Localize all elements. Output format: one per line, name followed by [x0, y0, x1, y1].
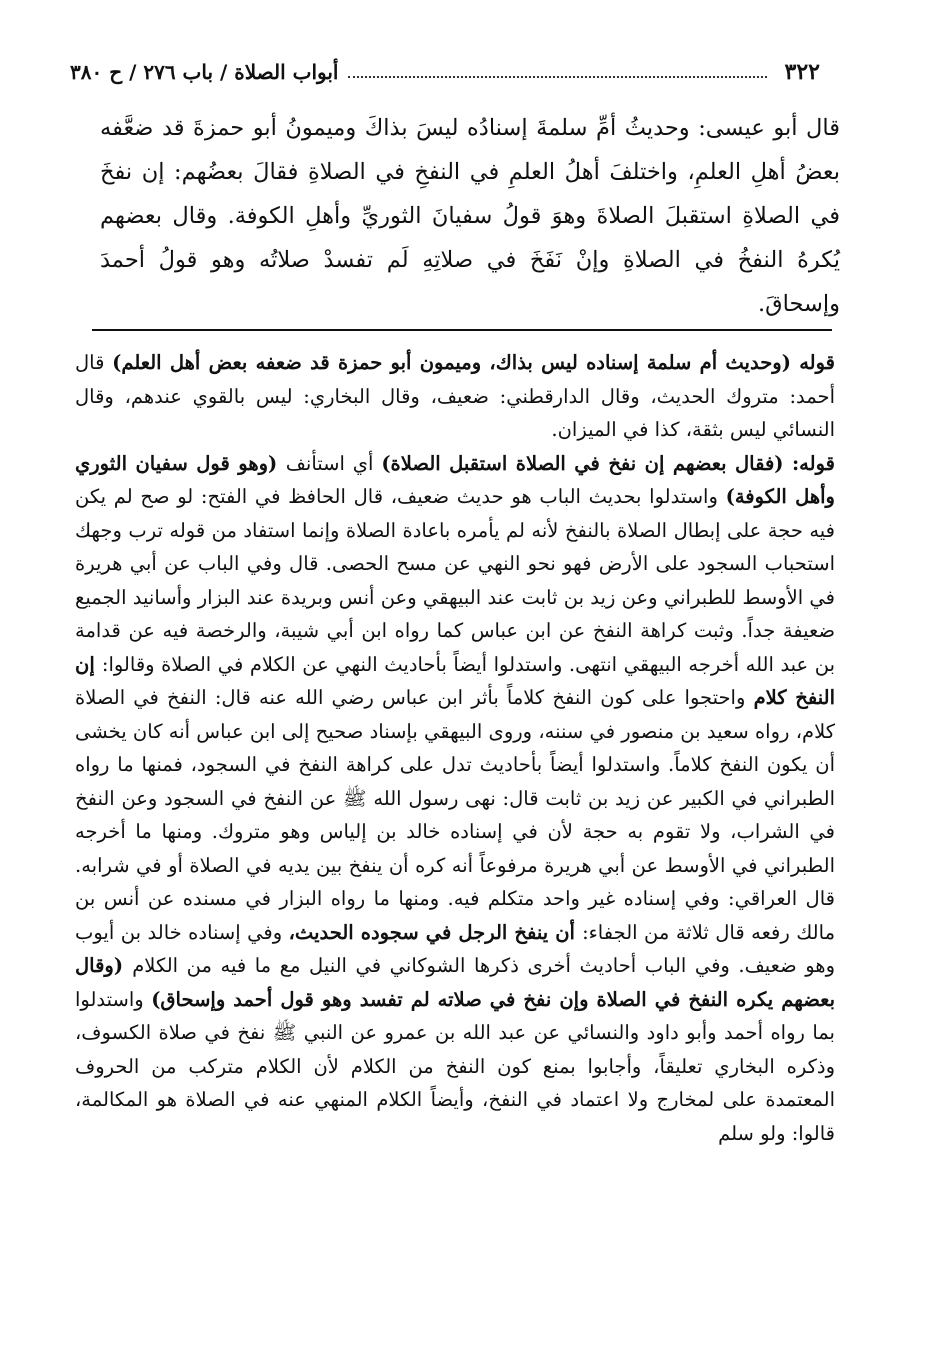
matn-text	[100, 106, 840, 326]
matn-paragraph: قال أبو عيسى: وحديثُ أمِّ سلمةَ إسنادُه ليسَ بذاكَ وميمونُ أبو حمزةَ قد ضعَّفه بعضُ أهلِ العلمِ، واختلفَ أهلُ العلمِ في النفخِ في الصلاةِ فقالَ بعضُهم: إن نفخَ في الصلاةِ استقبلَ الصلاةَ وهوَ قولُ سفيانَ الثوريِّ وأهلِ الكوفة. وقال بعضهم يُكرهُ النفخُ في الصلاةِ وإنْ نَفَخَ في صلاتِهِ لَم تفسدْ صلاتُه وهو قولُ أحمدَ وإسحاقَ.	[100, 115, 840, 317]
emphasis-text: إن النفخ كلام	[75, 652, 835, 709]
commentary-body: واستدلوا بحديث الباب هو حديث ضعيف، قال الحافظ في الفتح: لو صح لم يكن فيه حجة على إبطال الصلاة بالنفخ لأنه لم يأمره باعادة الصلاة وإنما استفاد من قوله ترب وجهك استحباب السجود على الأرض فهو نحو النهي عن مسح الحصى. قال وفي الباب عن أبي هريرة في الأوسط للطبراني وعن زيد بن ثابت عند البيهقي وعن أنس وبريدة عند البزار وأسانيد الجميع ضعيفة جداً. وثبت كراهة النفخ عن ابن عباس كما رواه ابن أبي شيبة، والرخصة فيه عن قدامة بن عبد الله أخرجه البيهقي انتهى. واستدلوا أيضاً بأحاديث النهي عن الكلام في الصلاة وقالوا:	[75, 485, 835, 676]
commentary-body: أي استأنف	[285, 451, 382, 475]
dotted-leader	[348, 76, 766, 78]
commentary-body: قال أحمد: متروك الحديث، وقال الدارقطني: ضعيف، وقال البخاري: ليس بالقوي عندهم، وقال النسائي ليس بثقة، كذا في الميزان.	[75, 351, 835, 441]
quoted-matn: (فقال بعضهم إن نفخ في الصلاة استقبل الصلاة)	[381, 451, 792, 475]
page-header	[70, 52, 820, 92]
qawluhu-label: قوله:	[791, 451, 835, 475]
commentary-paragraph-2	[75, 447, 835, 1151]
commentary-body: واحتجوا على كون النفخ كلاماً بأثر ابن عباس رضي الله عنه قال: النفخ في الصلاة كلام، رواه سعيد بن منصور في سننه، وروى البيهقي بإسناد صحيح إلى ابن عباس أنه كان يخشى أن يكون النفخ كلاماً. واستدلوا أيضاً بأحاديث تدل على كراهة النفخ في السجود، فمنها ما رواه الطبراني في الكبير عن زيد بن ثابت قال: نهى رسول الله ﷺ عن النفخ في السجود وعن النفخ في الشراب، ولا تقوم به حجة لأن في إسناده خالد بن إلياس وهو متروك. ومنها ما أخرجه الطبراني في الأوسط عن أبي هريرة مرفوعاً أنه كره أن ينفخ بين يديه في الصلاة أو في شرابه. قال العراقي: وفي إسناده غير واحد متكلم فيه. ومنها ما رواه البزار في مسنده عن أنس بن مالك رفعه قال ثلاثة من الجفاء:	[75, 686, 836, 944]
commentary-body: وفي إسناده خالد بن أيوب وهو ضعيف. وفي الباب أحاديث أخرى ذكرها الشوكاني في النيل مع ما فيه من الكلام	[75, 920, 835, 977]
commentary-paragraph-1	[75, 346, 835, 447]
quoted-matn: (وهو قول سفيان الثوري وأهل الكوفة)	[75, 451, 835, 508]
page-number: ٣٢٢	[784, 59, 820, 85]
quoted-matn: قوله (وحديث أم سلمة إسناده ليس بذاك، وميمون أبو حمزة قد ضعفه بعض أهل العلم)	[112, 351, 835, 374]
emphasis-text: أن ينفخ الرجل في سجوده الحديث،	[288, 920, 583, 944]
running-title: أبواب الصلاة / باب ٢٧٦ / ح ٣٨٠	[70, 60, 339, 84]
separator-rule	[92, 329, 832, 331]
commentary-text	[75, 346, 835, 1150]
commentary-body: واستدلوا بما رواه أحمد وأبو داود والنسائي عن عبد الله بن عمرو عن النبي ﷺ نفخ في صلاة الكسوف، وذكره البخاري تعليقاً، وأجابوا بمنع كون النفخ من الكلام لأن الكلام متركب من الحروف المعتمدة على لمخارج ولا اعتماد في النفخ، وأيضاً الكلام المنهي عنه في الصلاة هو المكالمة، قالوا: ولو سلم	[75, 987, 835, 1145]
quoted-matn: (وقال بعضهم يكره النفخ في الصلاة وإن نفخ في صلاته لم تفسد وهو قول أحمد وإسحاق)	[75, 954, 835, 1011]
